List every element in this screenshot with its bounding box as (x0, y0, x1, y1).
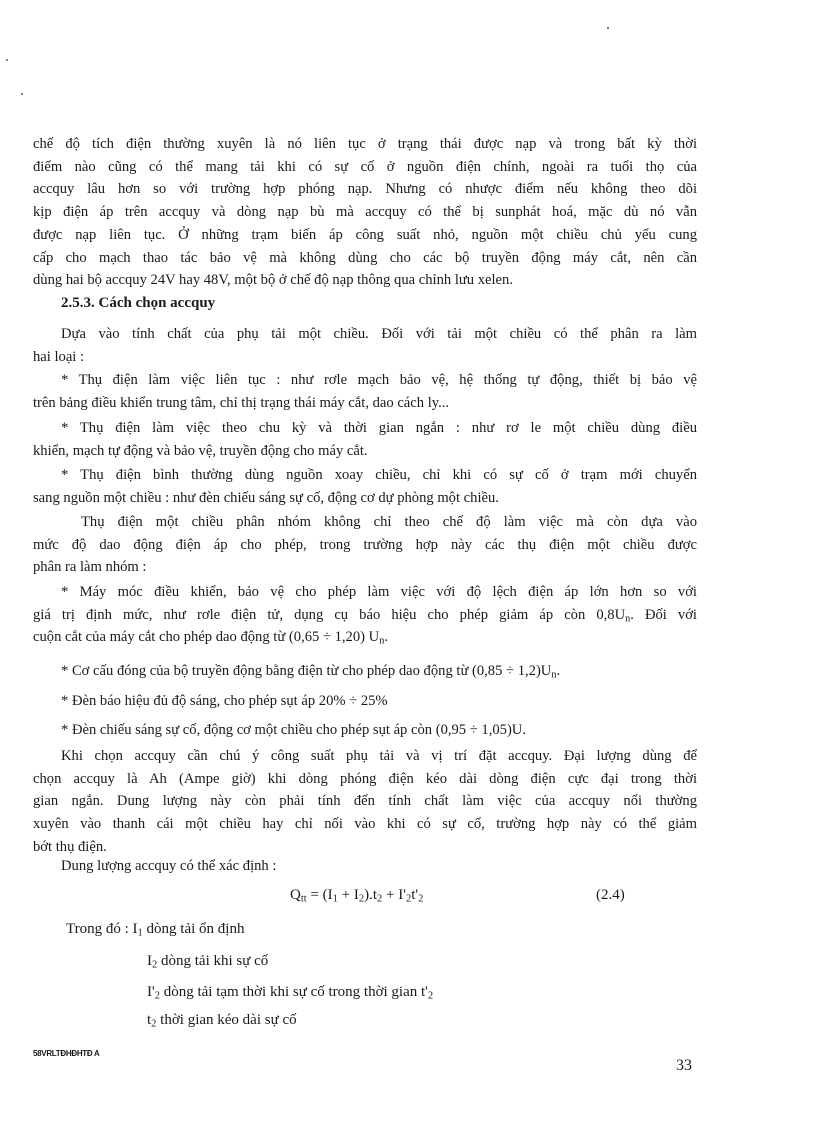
scan-speck (21, 93, 23, 95)
capacity-formula: $Q_{tt} = (I_1 + I_2).t_2 + I'_2t'_2$ (290, 887, 424, 905)
text-line: phân ra làm nhóm : (33, 559, 147, 576)
text-line: sang nguồn một chiều : như đèn chiếu sáng sự cố, động cơ dự phòng một chiều. (33, 489, 499, 506)
text-line: * Đèn báo hiệu đủ độ sáng, cho phép sụt áp 20% ÷ 25% (61, 693, 388, 709)
text-line: Dựa vào tính chất của phụ tải một chiều. Đối với tải một chiều có thể phân ra làm (61, 326, 697, 342)
text-line: trên bảng điều khiển trung tâm, chỉ thị trạng thái máy cắt, dao cách ly... (33, 394, 450, 411)
equation-number: (2.4) (596, 887, 625, 903)
text-line: cuộn cắt của máy cắt cho phép dao động từ (0,65 ÷ 1,20) $U_n$. (33, 629, 388, 647)
scan-speck (6, 59, 8, 61)
bullet-emergency (33, 464, 697, 509)
footer-code: 58VRLTĐHĐHTĐ A (33, 1049, 100, 1058)
paragraph-load-types (33, 323, 697, 368)
text-line: chọn accquy là Ah (Ampe giờ) khi dòng phóng điện kéo dài dòng điện cực đại trong thời (33, 770, 697, 787)
bullet-control-devices (33, 581, 697, 649)
scan-speck (607, 27, 609, 29)
text-line: dùng hai bộ accquy 24V hay 48V, một bộ ở chế độ nạp thông qua chỉnh lưu xelen. (33, 272, 513, 289)
text-line: giá trị định mức, như rơle điện tử, dụng cụ báo hiệu cho phép giảm áp còn $0,8U_n$. Đối với (33, 606, 697, 625)
text-line: * Cơ cấu đóng của bộ truyền động bằng điện từ cho phép dao động từ $(0,85 \div 1,2)U_n$. (61, 663, 561, 681)
bullet-periodic (33, 417, 697, 462)
page-number: 33 (676, 1057, 692, 1074)
definition-line: Trong đó : $I_1$ dòng tải ổn định (66, 921, 245, 939)
paragraph-capacity-formula-intro (33, 855, 697, 878)
text-line: * Máy móc điều khiển, bảo vệ cho phép làm việc với độ lệch điện áp lớn hơn so với (61, 584, 697, 600)
text-line: bớt thụ điện. (33, 838, 107, 855)
text-line: * Thụ điện làm việc theo chu kỳ và thời gian ngắn : như rơ le một chiều dùng điều (61, 420, 697, 436)
bullet-emergency-lighting (33, 719, 697, 742)
text-line: kịp điện áp trên accquy và dòng nạp bù mà accquy có thể bị sunphát hoá, mặc dù nó vẫn (33, 204, 697, 221)
text-line: điểm nào cũng có thể mang tải khi có sự cố ở nguồn điện chính, ngoài ra tuổi thọ của (33, 158, 697, 175)
text-line: xuyên vào thanh cái một chiều hay chỉ nối vào khi có sự cố, trường hợp này có thể giảm (33, 816, 697, 833)
paragraph-capacity (33, 745, 697, 859)
text-line: Khi chọn accquy cần chú ý công suất phụ tải và vị trí đặt accquy. Đại lượng dùng để (61, 748, 697, 764)
text-line: accquy lâu hơn so với trường hợp phóng nạp. Nhưng có nhược điểm nếu không theo dõi (33, 181, 697, 198)
text-line: Thụ điện một chiều phân nhóm không chỉ theo chế độ làm việc mà còn dựa vào (81, 514, 697, 530)
text-line: khiển, mạch tự động và bảo vệ, truyền động cho máy cắt. (33, 442, 368, 459)
paragraph-intro (33, 133, 697, 292)
text-line: * Thụ điện bình thường dùng nguồn xoay chiều, chỉ khi có sự cố ở trạm mới chuyển (61, 467, 697, 483)
text-line: mức độ dao động điện áp cho phép, trong trường hợp này các thụ điện một chiều được (33, 536, 697, 553)
text-line: chế độ tích điện thường xuyên là nó liên tục ở trạng thái được nạp và trong bất kỳ thời (33, 136, 697, 152)
text-line: Dung lượng accquy có thể xác định : (61, 858, 277, 874)
bullet-continuous (33, 369, 697, 414)
text-line: * Thụ điện làm việc liên tục : như rơle mạch bảo vệ, hệ thống tự động, thiết bị bảo vệ (61, 372, 697, 388)
definition-line: $I'_2$ dòng tải tạm thời khi sự cố trong thời gian $t'_2$ (147, 984, 434, 1002)
bullet-closing-mechanism (33, 660, 697, 683)
section-heading: 2.5.3. Cách chọn accquy (61, 295, 216, 311)
text-line: cấp cho mạch thao tác bảo vệ mà không dùng cho các bộ truyền động máy cắt, nên cần (33, 249, 697, 266)
definition-line: $I_2$ dòng tải khi sự cố (147, 953, 269, 971)
definition-line: $t_2$ thời gian kéo dài sự cố (147, 1012, 297, 1030)
paragraph-grouping (33, 511, 697, 579)
text-line: gian ngắn. Dung lượng này còn phải tính đến tính chất làm việc của accquy nối thường (33, 793, 697, 810)
text-line: * Đèn chiếu sáng sự cố, động cơ một chiều cho phép sụt áp còn (0,95 ÷ 1,05)U. (61, 722, 526, 738)
bullet-signal-lamp (33, 690, 697, 713)
text-line: hai loại : (33, 348, 85, 365)
text-line: được nạp liên tục. Ở những trạm biến áp công suất nhỏ, nguồn một chiều chủ yếu cung (33, 226, 697, 243)
